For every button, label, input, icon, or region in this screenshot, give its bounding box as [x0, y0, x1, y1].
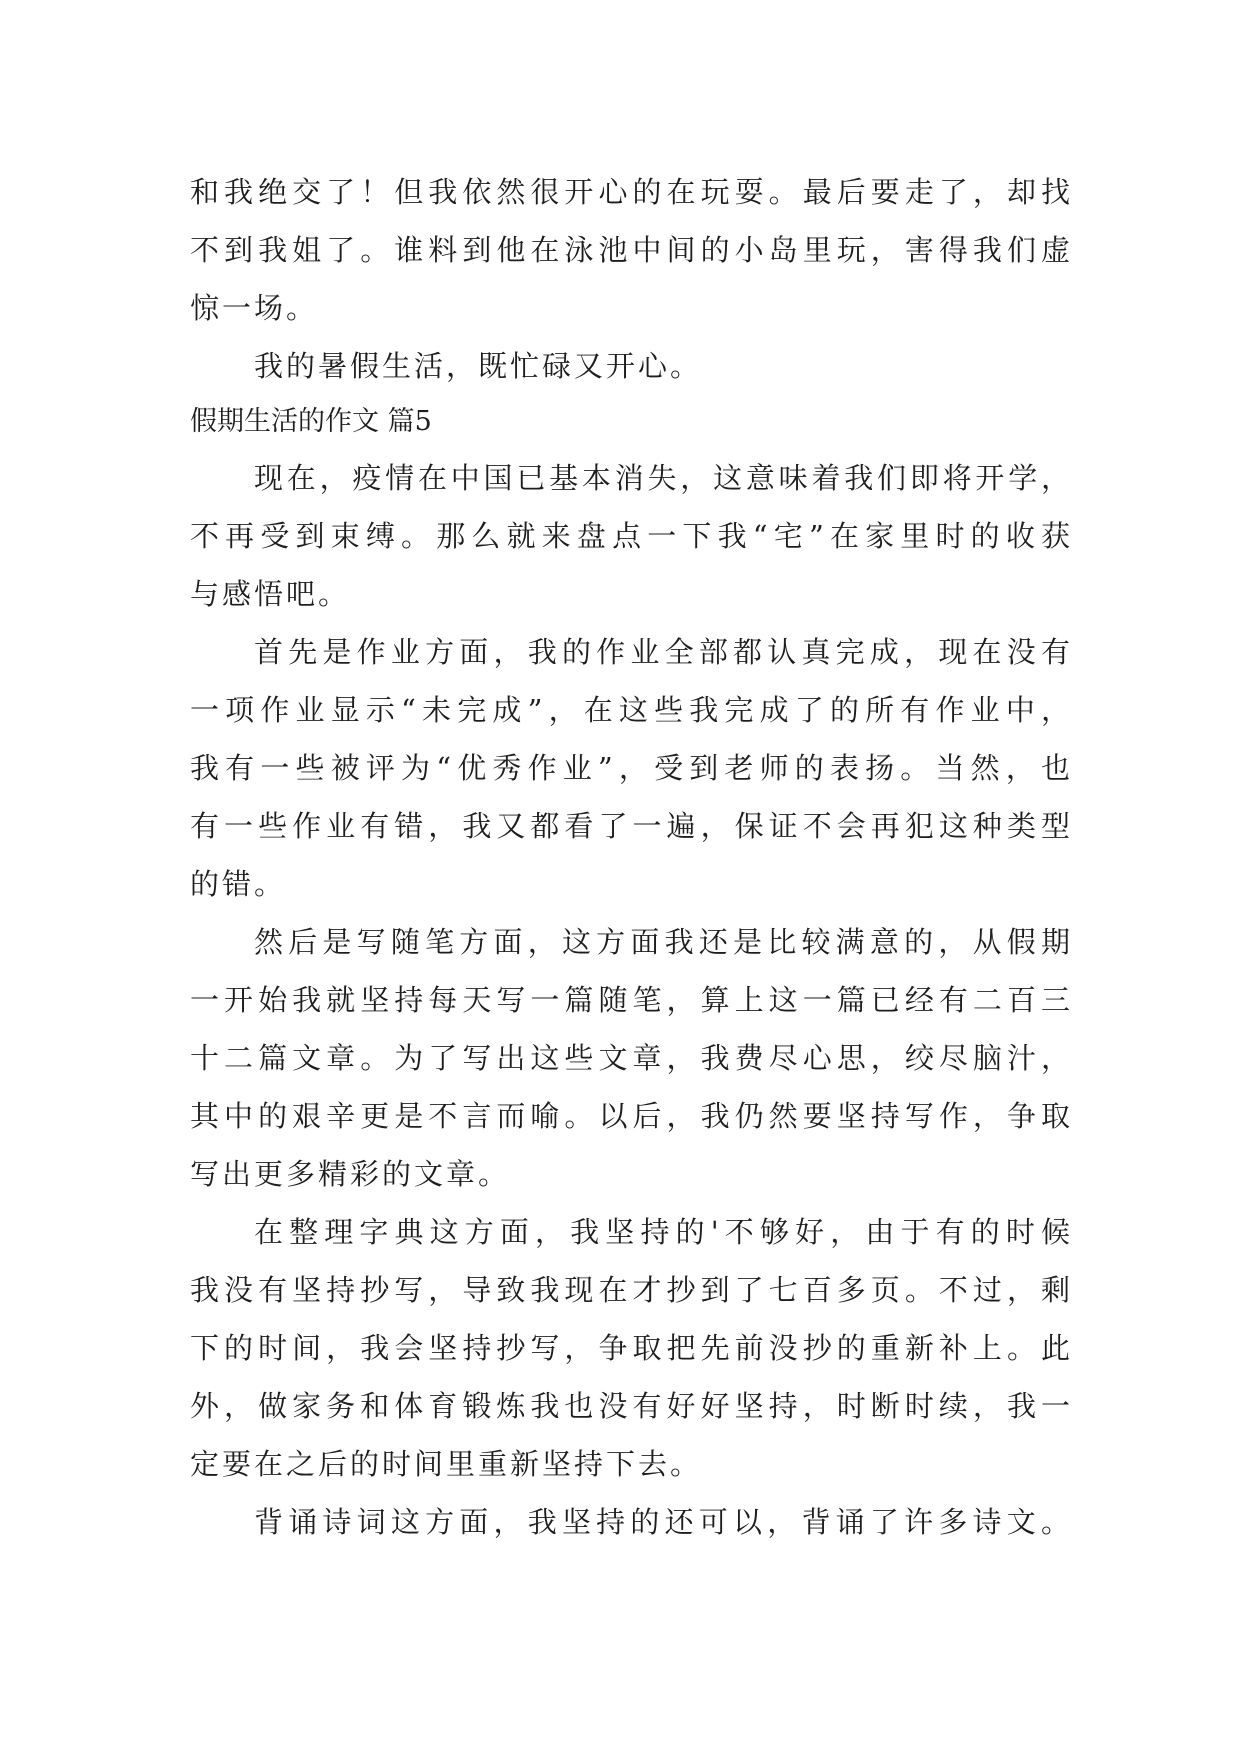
text-line: 不到我姐了。谁料到他在泳池中间的小岛里玩，害得我们虚	[190, 233, 1070, 267]
text-line: 其中的艰辛更是不言而喻。以后，我仍然要坚持写作，争取	[190, 1099, 1070, 1133]
text-line: 的错。	[190, 867, 287, 901]
text-line: 我没有坚持抄写，导致我现在才抄到了七百多页。不过，剩	[190, 1273, 1070, 1307]
text-line: 写出更多精彩的文章。	[190, 1157, 511, 1191]
text-line: 然后是写随笔方面，这方面我还是比较满意的，从假期	[254, 925, 1070, 959]
article-body	[190, 163, 1070, 1551]
text-line: 首先是作业方面，我的作业全部都认真完成，现在没有	[254, 635, 1070, 669]
text-line: 有一些作业有错，我又都看了一遍，保证不会再犯这种类型	[190, 809, 1070, 843]
text-line: 下的时间，我会坚持抄写，争取把先前没抄的重新补上。此	[190, 1331, 1070, 1365]
text-line: 我的暑假生活，既忙碌又开心。	[254, 349, 703, 383]
text-line: 惊一场。	[190, 291, 319, 325]
text-line: 与感悟吧。	[190, 577, 351, 611]
text-line: 在整理字典这方面，我坚持的'不够好，由于有的时候	[254, 1215, 1070, 1249]
text-line: 定要在之后的时间里重新坚持下去。	[190, 1447, 703, 1481]
text-line: 现在，疫情在中国已基本消失，这意味着我们即将开学，	[254, 461, 1070, 495]
text-line: 我有一些被评为“优秀作业”，受到老师的表扬。当然，也	[190, 751, 1070, 785]
text-line: 十二篇文章。为了写出这些文章，我费尽心思，绞尽脑汁，	[190, 1041, 1070, 1075]
text-line: 一项作业显示“未完成”，在这些我完成了的所有作业中，	[190, 693, 1070, 727]
text-line: 背诵诗词这方面，我坚持的还可以，背诵了许多诗文。	[254, 1505, 1070, 1539]
text-line: 和我绝交了！但我依然很开心的在玩耍。最后要走了，却找	[190, 175, 1070, 209]
section-heading: 假期生活的作文 篇5	[190, 406, 432, 437]
text-line: 外，做家务和体育锻炼我也没有好好坚持，时断时续，我一	[190, 1389, 1070, 1423]
text-line: 一开始我就坚持每天写一篇随笔，算上这一篇已经有二百三	[190, 983, 1070, 1017]
text-line: 不再受到束缚。那么就来盘点一下我“宅”在家里时的收获	[190, 519, 1070, 553]
